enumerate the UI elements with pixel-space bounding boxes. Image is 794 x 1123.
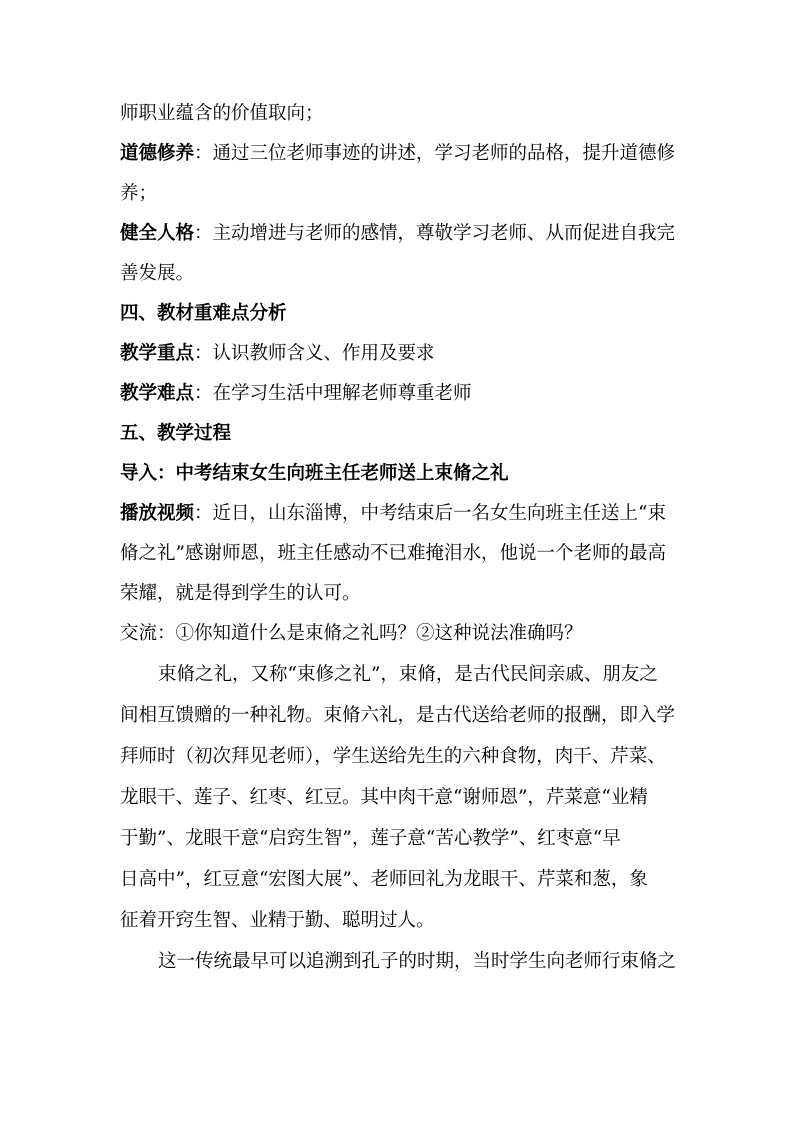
text-line (120, 614, 680, 654)
text-line (120, 818, 680, 859)
text-line (120, 777, 680, 818)
text-line (120, 534, 680, 574)
text-line (120, 334, 680, 374)
text-line (120, 494, 680, 534)
text-line (120, 654, 680, 695)
text-line (120, 695, 680, 736)
text-line (120, 294, 680, 334)
text-line (120, 174, 680, 214)
section-heading: 导入：中考结束女生向班主任老师送上束脩之礼 (120, 463, 509, 484)
body-text: 养； (120, 183, 158, 204)
text-line (120, 374, 680, 414)
body-text: 师职业蕴含的价值取向； (120, 103, 324, 124)
body-text: 脩之礼”感谢师恩，班主任感动不已难掩泪水，他说一个老师的最高 (120, 543, 666, 564)
body-text: 间相互馈赠的一种礼物。束脩六礼，是古代送给老师的报酬，即入学 (120, 705, 676, 726)
text-line (120, 859, 680, 900)
body-text: ：近日，山东淄博，中考结束后一名女生向班主任送上“束 (194, 503, 666, 524)
text-line (120, 134, 680, 174)
text-line (120, 574, 680, 614)
body-text: 束脩之礼，又称“束修之礼”，束脩，是古代民间亲戚、朋友之 (158, 664, 658, 685)
bold-label: 教学难点 (120, 383, 195, 404)
body-text: 交流：①你知道什么是束脩之礼吗？②这种说法准确吗？ (120, 623, 583, 644)
body-text: 征着开窍生智、业精于勤、聪明过人。 (120, 910, 435, 931)
bold-label: 教学重点 (120, 343, 195, 364)
section-heading: 五、教学过程 (120, 423, 232, 444)
text-line (120, 254, 680, 294)
body-text: 拜师时（初次拜见老师），学生送给先生的六种食物，肉干、芹菜、 (120, 746, 666, 767)
text-line (120, 414, 680, 454)
text-line (120, 900, 680, 941)
text-line (120, 941, 680, 982)
bold-label: 播放视频 (120, 503, 195, 524)
document-page (120, 94, 680, 982)
body-text: 龙眼干、莲子、红枣、红豆。其中肉干意“谢师恩”，芹菜意“业精 (120, 787, 648, 808)
text-line (120, 736, 680, 777)
body-text: 于勤”、龙眼干意“启窍生智”，莲子意“苦心教学”、红枣意“早 (120, 828, 621, 849)
bold-label: 道德修养 (120, 143, 195, 164)
text-line (120, 454, 680, 494)
body-text: ：主动增进与老师的感情，尊敬学习老师、从而促进自我完 (194, 223, 676, 244)
body-text: ：认识教师含义、作用及要求 (194, 343, 435, 364)
text-line (120, 94, 680, 134)
bold-label: 健全人格 (120, 223, 195, 244)
body-text: 善发展。 (120, 263, 195, 284)
section-heading: 四、教材重难点分析 (120, 303, 287, 324)
body-text: 日高中”，红豆意“宏图大展”、老师回礼为龙眼干、芹菜和葱，象 (120, 869, 648, 890)
body-text: ：在学习生活中理解老师尊重老师 (194, 383, 472, 404)
body-text: 这一传统最早可以追溯到孔子的时期，当时学生向老师行束脩之 (158, 951, 677, 972)
body-text: 荣耀，就是得到学生的认可。 (120, 583, 361, 604)
text-line (120, 214, 680, 254)
body-text: ：通过三位老师事迹的讲述，学习老师的品格，提升道德修 (194, 143, 676, 164)
